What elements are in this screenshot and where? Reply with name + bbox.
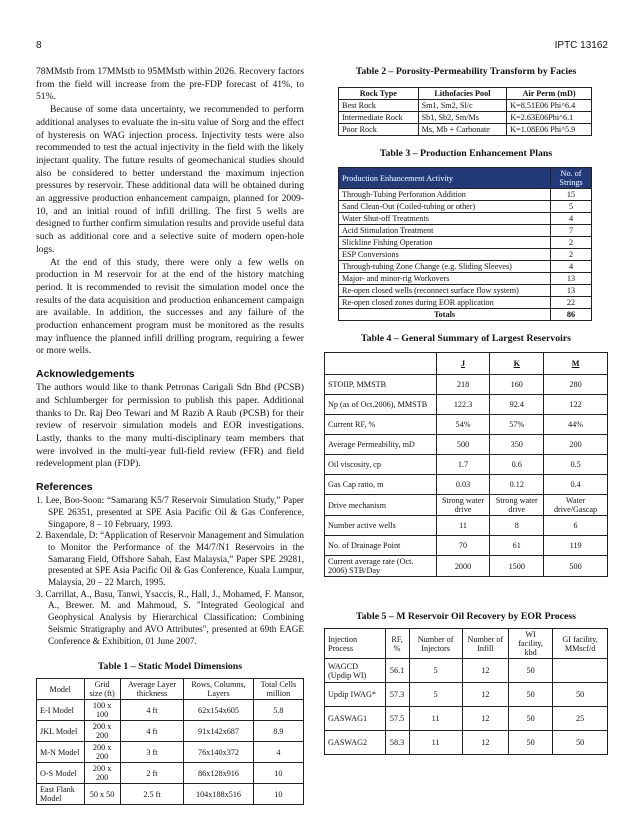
table-row: [339, 201, 592, 213]
table-cell: 160: [490, 375, 544, 395]
table-cell: Poor Rock: [339, 124, 419, 136]
table4-caption: Table 4 – General Summary of Largest Reservoirs: [361, 333, 571, 344]
table-cell: 4: [551, 213, 592, 225]
table-header-cell: Grid size (ft): [84, 679, 120, 700]
table-cell: Strong water drive: [436, 495, 490, 516]
right-column: [324, 66, 608, 755]
table-cell: Totals: [339, 309, 551, 321]
table-cell: Average Permeability, mD: [325, 435, 437, 455]
table-cell: 50 x 50: [84, 784, 120, 805]
table1-static-model-dimensions: [36, 678, 304, 805]
table-row: [325, 435, 608, 455]
table-cell: 76x140x372: [184, 742, 254, 763]
table-cell: 91x142x687: [184, 721, 254, 742]
table-cell: 57.5: [385, 707, 409, 731]
table-cell: Strong water drive: [490, 495, 544, 516]
table-cell: Drive mechanism: [325, 495, 437, 516]
table-cell: Gas Cap ratio, m: [325, 475, 437, 495]
table-header-cell: K: [490, 353, 544, 375]
table-cell: 0.4: [544, 475, 608, 495]
table-cell: 8: [490, 516, 544, 536]
table-cell: Acid Stimulation Treatment: [339, 225, 551, 237]
left-column: [36, 66, 304, 805]
table-cell: 0.5: [544, 455, 608, 475]
table-row: [325, 683, 608, 707]
table-cell: 5: [409, 683, 462, 707]
table-row: [325, 415, 608, 435]
table-cell: 25: [553, 707, 608, 731]
table-row: [339, 100, 592, 112]
table-cell: 0.12: [490, 475, 544, 495]
table3-production-enhancement: [338, 167, 592, 321]
table4-reservoir-summary: [324, 352, 608, 577]
table-row: [325, 659, 608, 683]
table-header-cell: Rows, Columns, Layers: [184, 679, 254, 700]
table-row: [37, 721, 304, 742]
table-header-row: [339, 168, 592, 189]
table-cell: Current RF, %: [325, 415, 437, 435]
table-cell: GASWAG2: [325, 731, 386, 755]
table-row: [325, 475, 608, 495]
table-header-cell: Average Layer thickness: [120, 679, 184, 700]
table-cell: 5.8: [253, 700, 303, 721]
table-cell: 50: [553, 683, 608, 707]
table-header-cell: Lithofacies Pool: [418, 88, 507, 100]
table-cell: [553, 659, 608, 683]
reference-item: 2. Baxendale, D: “Application of Reservoir Management and Simulation to Monitor the Performance of the M4/7/N1 Reservoirs in the Samarang Field, Offshore Sabah, East Malaysia,” Paper SPE 29281, presented at SPE Asia Pacific Oil & Gas Conference, Kuala Lumpur, Malaysia, 20 – 22 March, 1995.: [36, 530, 304, 588]
table-row: [339, 225, 592, 237]
table-row: [325, 495, 608, 516]
table-header-cell: GI facility, MMscf/d: [553, 629, 608, 659]
table-cell: ESP Conversions: [339, 249, 551, 261]
table-cell: 200 x 200: [84, 742, 120, 763]
table-cell: 4 ft: [120, 721, 184, 742]
table-cell: STOIIP, MMSTB: [325, 375, 437, 395]
table-cell: 58.3: [385, 731, 409, 755]
table-cell: 86x128x916: [184, 763, 254, 784]
table-header-row: [325, 629, 608, 659]
table-cell: Water Shut-off Treatments: [339, 213, 551, 225]
table-cell: 119: [544, 536, 608, 556]
table-row: [339, 124, 592, 136]
table-cell: 12: [462, 731, 508, 755]
table-cell: Re-open closed zones during EOR application: [339, 297, 551, 309]
table-cell: Current average rate (Oct. 2006) STB/Day: [325, 556, 437, 577]
table-cell: 3 ft: [120, 742, 184, 763]
table5-eor-recovery: [324, 628, 608, 755]
table-cell: 50: [553, 731, 608, 755]
acknowledgements-text: The authors would like to thank Petronas Carigali Sdn Bhd (PCSB) and Schlumberger for permission to publish this paper. Additional thanks to Dr. Raj Deo Tewari and M Razib A Raub (PCSB) for their review of reservoir simulation models and EOR investigations. Lastly, thanks to the many multi-disciplinary team members that were involved in the multi-year full-field review (FFR) and field redevelopment plan (FDP).: [36, 382, 304, 470]
table-cell: 200 x 200: [84, 721, 120, 742]
table-cell: 218: [436, 375, 490, 395]
table-cell: E-I Model: [37, 700, 85, 721]
references-heading: References: [36, 481, 93, 494]
table-cell: 10: [253, 784, 303, 805]
table-cell: 6: [544, 516, 608, 536]
table-cell: 70: [436, 536, 490, 556]
table-cell: Updip IWAG*: [325, 683, 386, 707]
table-cell: Sm1, Sm2, Sl/c: [418, 100, 507, 112]
table-cell: 57%: [490, 415, 544, 435]
table-row: [339, 189, 592, 201]
table2-caption: Table 2 – Porosity-Permeability Transform by Facies: [355, 66, 577, 77]
table-cell: Best Rock: [339, 100, 419, 112]
table-cell: East Flank Model: [37, 784, 85, 805]
table-cell: 22: [551, 297, 592, 309]
table-cell: 56.1: [385, 659, 409, 683]
table-row: [339, 112, 592, 124]
table-cell: 50: [509, 731, 553, 755]
page-number: 8: [36, 40, 42, 51]
table-cell: 50: [509, 683, 553, 707]
table-cell: 10: [253, 763, 303, 784]
table-cell: Water drive/Gascap: [544, 495, 608, 516]
table-cell: 500: [436, 435, 490, 455]
table5-caption: Table 5 – M Reservoir Oil Recovery by EOR Process: [356, 611, 576, 622]
table-cell: 11: [409, 731, 462, 755]
table-cell: 50: [509, 659, 553, 683]
table-cell: 0.03: [436, 475, 490, 495]
table-cell: 15: [551, 189, 592, 201]
table-cell: JKL Model: [37, 721, 85, 742]
table-header-cell: Total Cells million: [253, 679, 303, 700]
table-cell: 104x188x516: [184, 784, 254, 805]
table-header-cell: J: [436, 353, 490, 375]
reference-item: 1. Lee, Boo-Soon: “Samarang K5/7 Reservoir Simulation Study,” Paper SPE 26351, presented at SPE Asia Pacific Oil & Gas Conference, Singapore, 8 – 10 February, 1993.: [36, 495, 304, 529]
table-cell: Oil viscosity, cp: [325, 455, 437, 475]
table-cell: 92.4: [490, 395, 544, 415]
table-header-cell: Air Perm (mD): [507, 88, 592, 100]
table-row: [339, 273, 592, 285]
table-cell: 57.3: [385, 683, 409, 707]
table-cell: Sand Clean-Out (Coiled-tubing or other): [339, 201, 551, 213]
table1-caption: Table 1 – Static Model Dimensions: [97, 661, 243, 673]
table-cell: Through-Tubing Perforation Addition: [339, 189, 551, 201]
table-cell: 280: [544, 375, 608, 395]
table-cell: Ms, Mb + Carbonate: [418, 124, 507, 136]
body-paragraph: At the end of this study, there were only a few wells on production in M reservoir for at the end of the history matching period. It is recommended to revisit the simulation model once the results of the data acquisition and production enhancement campaign are available. In addition, the successes and any failure of the production enhancement program must be monitored as the results may influence the planned infill drilling program, requiring a fewer or more wells.: [36, 256, 304, 357]
table-header-cell: Rock Type: [339, 88, 419, 100]
table-row: [325, 556, 608, 577]
table-header-cell: No. of Strings: [551, 168, 592, 189]
table-cell: 8.9: [253, 721, 303, 742]
table-cell: 7: [551, 225, 592, 237]
table-header-cell: M: [544, 353, 608, 375]
table-cell: 54%: [436, 415, 490, 435]
table-cell: No. of Drainage Point: [325, 536, 437, 556]
table2-porosity-permeability: [338, 87, 592, 136]
table-cell: Through-tubing Zone Change (e.g. Sliding Sleeves): [339, 261, 551, 273]
table-header-cell: Number of Infill: [462, 629, 508, 659]
table-header-cell: Production Enhancement Activity: [339, 168, 551, 189]
table-row: [325, 455, 608, 475]
table-cell: 0.6: [490, 455, 544, 475]
table-cell: 350: [490, 435, 544, 455]
table-cell: 200: [544, 435, 608, 455]
acknowledgements-heading: Acknowledgements: [36, 368, 135, 381]
body-paragraph: 78MMstb from 17MMstb to 95MMstb within 2026. Recovery factors from the field will increase from the pre-FDP forecast of 41%, to 51%.: [36, 66, 304, 103]
table3-caption: Table 3 – Production Enhancement Plans: [379, 148, 553, 159]
table-cell: 2 ft: [120, 763, 184, 784]
table-cell: 4: [253, 742, 303, 763]
table-row: [325, 707, 608, 731]
table-cell: 2.5 ft: [120, 784, 184, 805]
table-row: [325, 395, 608, 415]
table-cell: 122.3: [436, 395, 490, 415]
table-cell: 5: [409, 659, 462, 683]
table-cell: 61: [490, 536, 544, 556]
table-cell: Number active wells: [325, 516, 437, 536]
references-list: [36, 495, 304, 647]
table-row: [339, 237, 592, 249]
table-cell: 86: [551, 309, 592, 321]
table-row: [37, 742, 304, 763]
table-cell: WAGCD (Updip WI): [325, 659, 386, 683]
table-header-row: [325, 353, 608, 375]
table-header-cell: Injection Process: [325, 629, 386, 659]
table-header-cell: [325, 353, 437, 375]
table-row: [325, 375, 608, 395]
table-cell: 2: [551, 237, 592, 249]
table-cell: 12: [462, 707, 508, 731]
table-cell: Sb1, Sb2, Sm/Ms: [418, 112, 507, 124]
table-cell: K=1.08E06 Phi^5.9: [507, 124, 592, 136]
table-row: [37, 784, 304, 805]
body-paragraph: Because of some data uncertainty, we recommended to perform additional analyses to evaluate the in-situ value of Sorg and the effect of hysteresis on WAG injection process. Injectivity tests were also recommended to test the actual injectivity in the field with the likely injectant quality. The future results of geomechanical studies should also be considered to better understand the maximum injection pressures by reservoir. These additional data will be obtained during an aggressive production enhancement campaign, planned for 2009-10, and an initial round of infill drilling. The first 5 wells are designed to further confirm simulation results and provide useful data such as additional core and a selective suite of modern open-hole logs.: [36, 104, 304, 255]
table-row: [339, 285, 592, 297]
table-cell: 1500: [490, 556, 544, 577]
table-row: [325, 536, 608, 556]
table-header-row: [37, 679, 304, 700]
table-total-row: [339, 309, 592, 321]
table-cell: 200 x 200: [84, 763, 120, 784]
table-header-cell: WI facility, kbd: [509, 629, 553, 659]
table-row: [339, 261, 592, 273]
table-cell: Major- and minor-rig Workovers: [339, 273, 551, 285]
paper-id: IPTC 13162: [554, 40, 608, 51]
table-cell: GASWAG1: [325, 707, 386, 731]
table-row: [325, 516, 608, 536]
table-cell: 12: [462, 683, 508, 707]
table-cell: O-S Model: [37, 763, 85, 784]
table-cell: 500: [544, 556, 608, 577]
table-cell: 13: [551, 285, 592, 297]
table-header-row: [339, 88, 592, 100]
table-cell: Np (as of Oct.2006), MMSTB: [325, 395, 437, 415]
table-cell: K=2.63E06Phi^6.1: [507, 112, 592, 124]
table-row: [37, 763, 304, 784]
table-cell: 122: [544, 395, 608, 415]
table-cell: 13: [551, 273, 592, 285]
table-cell: 1.7: [436, 455, 490, 475]
table-cell: M-N Model: [37, 742, 85, 763]
table-cell: K=8.51E06 Phi^6.4: [507, 100, 592, 112]
table-cell: 62x154x605: [184, 700, 254, 721]
table-header-cell: Number of Injectors: [409, 629, 462, 659]
table-cell: 50: [509, 707, 553, 731]
table-row: [325, 731, 608, 755]
table-row: [339, 249, 592, 261]
table-cell: Re-open closed wells (reconnect surface flow system): [339, 285, 551, 297]
table-cell: 2000: [436, 556, 490, 577]
reference-item: 3. Carrillat, A., Basu, Tanwi, Ysaccis, R., Hall, J., Mohamed, F. Mansor, A., Brewer. M. and Mahmoud, S. "Integrated Geological and Geophysical Analysis by Hierarchical Classification: Combining Seismic Stratigraphy and AVO Attributes", presented at 69th EAGE Conference & Exhibition, 01 June 2007.: [36, 588, 304, 646]
table-cell: 100 x 100: [84, 700, 120, 721]
table-row: [339, 297, 592, 309]
table-cell: Intermediate Rock: [339, 112, 419, 124]
table-header-cell: RF, %: [385, 629, 409, 659]
table-cell: 11: [436, 516, 490, 536]
table-cell: 4: [551, 261, 592, 273]
table-cell: 11: [409, 707, 462, 731]
table-row: [339, 213, 592, 225]
table-cell: 4 ft: [120, 700, 184, 721]
table-cell: 5: [551, 201, 592, 213]
table-row: [37, 700, 304, 721]
table-cell: 12: [462, 659, 508, 683]
table-cell: Slickline Fishing Operation: [339, 237, 551, 249]
table-cell: 2: [551, 249, 592, 261]
table-cell: 44%: [544, 415, 608, 435]
table-header-cell: Model: [37, 679, 85, 700]
